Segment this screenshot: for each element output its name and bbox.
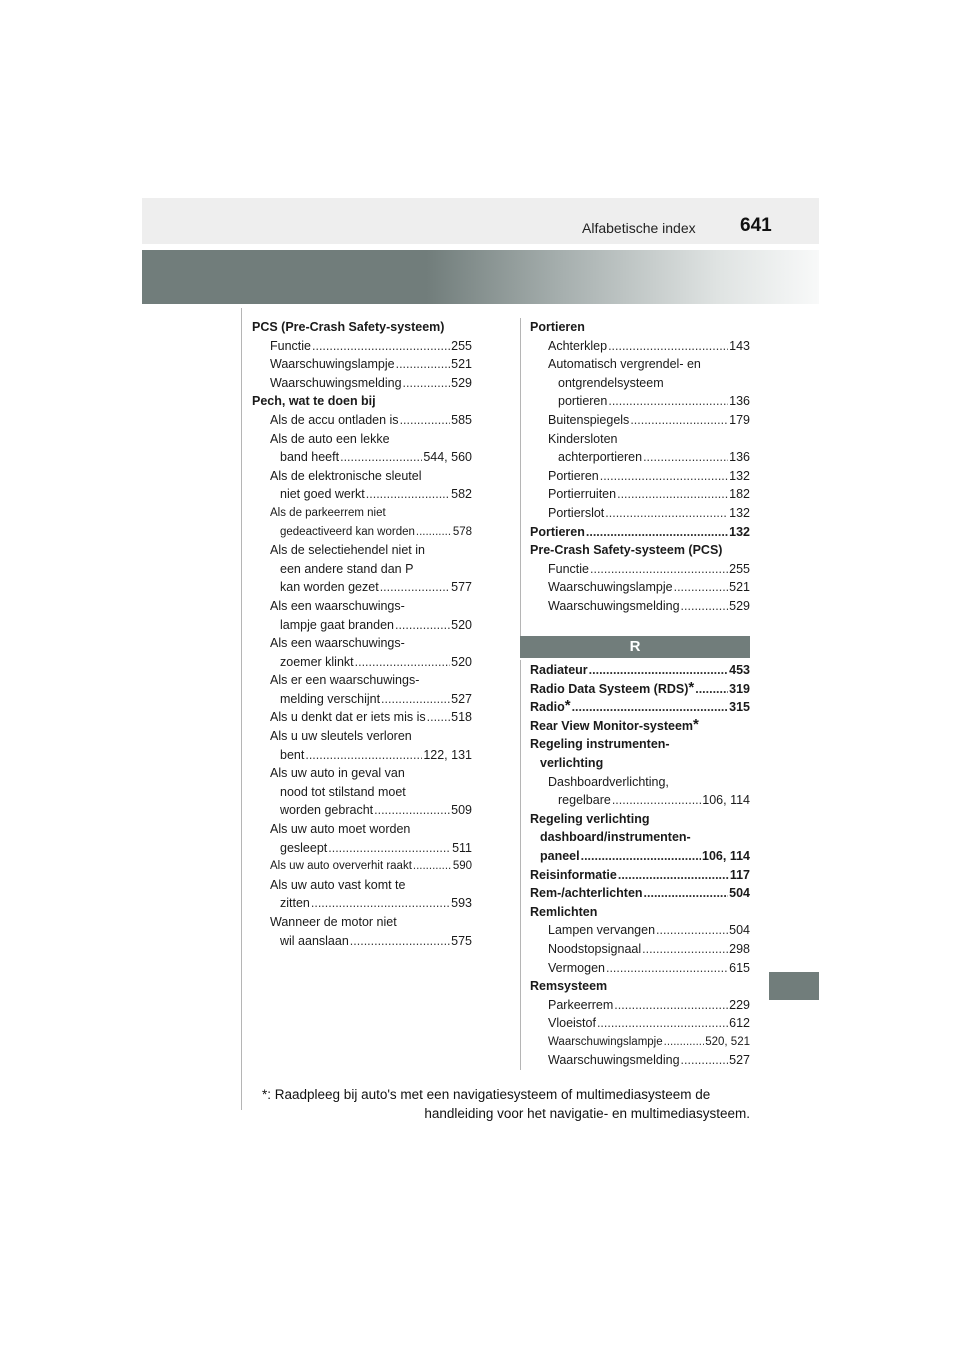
index-entry-page: 143 [729, 338, 750, 353]
index-entry-label: Buitenspiegels [548, 412, 630, 427]
index-entry-label: Achterklep [548, 338, 608, 353]
index-entry-label: Waarschuwingsmelding [548, 598, 680, 613]
index-entry-label: Radiateur [530, 663, 588, 677]
column-divider-left [241, 308, 242, 1110]
index-entry-label: gesleept [280, 840, 328, 855]
index-entry-label: verlichting [540, 755, 604, 770]
index-entry: Radio Data Systeem (RDS) * ..... 319 [530, 680, 750, 699]
index-entry-page: 106, 114 [702, 848, 750, 863]
leader-dots [614, 996, 728, 1015]
leader-dots [618, 866, 729, 885]
index-entry-label: Als een waarschuwings- [270, 636, 405, 651]
index-entry-page: 521 [729, 580, 750, 595]
index-entry [530, 1014, 750, 1033]
index-entry-page: 122, 131 [423, 747, 472, 762]
index-entry [530, 318, 750, 337]
leader-dots [656, 921, 728, 940]
index-entry-label: portieren [558, 394, 608, 409]
index-entry-label: Radio Data Systeem (RDS) [530, 681, 689, 696]
index-entry-label: Portieren [530, 524, 585, 539]
index-entry-page: 575 [451, 933, 472, 948]
index-entry: Radio * ..... 315 [530, 698, 750, 717]
index-entry-label: gedeactiveerd kan worden [280, 525, 415, 538]
header-gradient-bar [142, 250, 819, 304]
index-entry-label: Lampen vervangen [548, 923, 656, 938]
leader-dots [643, 448, 728, 467]
index-entry-label: een andere stand dan P [280, 561, 414, 576]
index-entry-label: Als uw auto vast komt te [270, 877, 406, 892]
index-entry-label: Pre-Crash Safety-systeem (PCS) [530, 543, 723, 558]
index-entry-label: Als de auto een lekke [270, 431, 390, 446]
index-entry [252, 876, 472, 895]
index-entry-label: Remlichten [530, 904, 598, 919]
index-entry-page: 136 [729, 394, 750, 409]
index-entry-page: 529 [729, 598, 750, 613]
index-entry [252, 913, 472, 932]
leader-dots [305, 746, 422, 765]
section-letter-bar: R [520, 636, 750, 658]
index-entry [252, 653, 472, 672]
index-entry-label: paneel [540, 848, 580, 863]
index-entry-label: Waarschuwingsmelding [270, 375, 402, 390]
index-entry-label: Regeling instrumenten- [530, 737, 670, 752]
index-entry-label: Als u denkt dat er iets mis is [270, 710, 426, 725]
leader-dots [606, 959, 728, 978]
index-column-right-top [530, 318, 750, 616]
index-entry-label: kan worden gezet [280, 580, 379, 595]
index-entry [530, 996, 750, 1015]
leader-dots [572, 698, 729, 717]
index-entry [530, 597, 750, 616]
index-entry [252, 708, 472, 727]
index-entry [252, 671, 472, 690]
index-entry-label: Noodstopsignaal [548, 941, 642, 956]
index-entry [530, 847, 750, 866]
index-entry [530, 661, 750, 680]
index-entry-page: 315 [729, 700, 750, 715]
index-entry-label: Portieren [548, 468, 599, 483]
leader-dots [328, 839, 451, 858]
leader-dots [664, 1033, 705, 1052]
index-entry-label: Regeling verlichting [530, 811, 650, 826]
index-entry [252, 727, 472, 746]
leader-dots [340, 448, 422, 467]
index-entry-label: Wanneer de motor niet [270, 915, 397, 929]
index-entry-page: 511 [452, 840, 472, 855]
index-entry-page: 527 [451, 691, 472, 706]
index-entry-label: Als een waarschuwings- [270, 598, 405, 613]
leader-dots [350, 932, 450, 951]
index-entry-label: Waarschuwingsmelding [548, 1053, 680, 1068]
section-title: Alfabetische index [582, 220, 696, 236]
index-entry-label: Als uw auto moet worden [270, 822, 411, 837]
index-entry-label: Vloeistof [548, 1016, 596, 1031]
index-entry-label: Portierslot [548, 505, 605, 520]
index-entry [252, 485, 472, 504]
page-number: 641 [740, 215, 772, 236]
index-entry-page: 255 [729, 561, 750, 576]
leader-dots [581, 847, 701, 866]
leader-dots [366, 485, 450, 504]
index-entry-page: 527 [729, 1053, 750, 1068]
index-entry-label: Als uw auto in geval van [270, 766, 405, 781]
index-entry-page: 132 [729, 468, 750, 483]
index-entry-page: 136 [729, 450, 750, 465]
index-entry-label: Reisinformatie [530, 867, 617, 882]
index-entry-page: 132 [729, 505, 750, 520]
index-entry [252, 801, 472, 820]
index-entry-page: 179 [729, 412, 750, 427]
index-entry-label: Waarschuwingslampje [548, 580, 673, 595]
index-entry-page: 582 [451, 487, 472, 502]
index-entry-page: 504 [729, 923, 750, 938]
index-entry-page: 255 [451, 338, 472, 353]
index-entry-label: Functie [270, 338, 311, 353]
index-entry [530, 485, 750, 504]
footnote-line-1: *: Raadpleeg bij auto's met een navigatiesysteem of multimediasysteem de [262, 1087, 711, 1102]
leader-dots [600, 467, 728, 486]
index-entry [252, 764, 472, 783]
index-entry-page: 577 [451, 580, 472, 595]
index-entry [252, 318, 472, 337]
index-entry [530, 977, 750, 996]
index-entry [530, 355, 750, 374]
index-entry-label: bent [280, 747, 305, 762]
index-entry-label: PCS (Pre-Crash Safety-systeem) [252, 320, 445, 334]
index-entry [252, 392, 472, 411]
index-entry [252, 857, 472, 876]
index-entry [252, 746, 472, 765]
index-entry-label: Dashboardverlichting, [548, 774, 669, 789]
index-entry-label: nood tot stilstand moet [280, 784, 406, 799]
index-entry-page: 529 [451, 375, 472, 390]
index-entry [530, 921, 750, 940]
index-entry-label: Portieren [530, 320, 585, 334]
index-entry-label: Als de selectiehendel niet in [270, 543, 425, 558]
index-entry [252, 467, 472, 486]
index-entry-label: zoemer klinkt [280, 654, 354, 669]
index-entry-label: Remsysteem [530, 979, 608, 994]
index-entry-page: 229 [729, 997, 750, 1012]
index-entry-label: Als de elektronische sleutel [270, 468, 422, 483]
index-entry [252, 578, 472, 597]
index-entry-label: Portierruiten [548, 487, 617, 502]
index-entry [530, 467, 750, 486]
leader-dots [605, 504, 728, 523]
index-entry [530, 866, 750, 885]
index-entry-page: 544, 560 [423, 450, 472, 465]
leader-dots [395, 616, 450, 635]
index-entry-page: 521 [451, 357, 472, 372]
index-entry-label: Als de accu ontladen is [270, 412, 399, 427]
index-entry [530, 959, 750, 978]
index-entry [252, 597, 472, 616]
index-entry-page: 590 [452, 860, 472, 873]
index-entry [530, 754, 750, 773]
index-entry-page: 520 [451, 654, 472, 669]
index-entry-label: Als de parkeerrem niet [270, 506, 386, 519]
leader-dots [413, 857, 452, 876]
index-entry [252, 374, 472, 393]
index-entry-page: 453 [729, 663, 750, 677]
index-entry-page: 106, 114 [702, 793, 750, 808]
index-entry-label: ontgrendelsysteem [558, 375, 664, 390]
index-entry-label: Radio [530, 700, 565, 715]
index-entry [252, 783, 472, 802]
leader-dots [400, 411, 451, 430]
leader-dots [617, 485, 728, 504]
index-entry [252, 634, 472, 653]
column-divider-middle [520, 318, 521, 636]
leader-dots [590, 560, 728, 579]
column-divider-middle-lower [520, 660, 521, 1070]
index-entry-label: worden gebracht [280, 803, 374, 818]
leader-dots [374, 801, 450, 820]
index-entry-label: Waarschuwingslampje [270, 357, 395, 372]
index-entry [252, 541, 472, 560]
index-entry-page: 298 [729, 941, 750, 956]
index-entry-page: 593 [451, 896, 472, 911]
index-entry [252, 839, 472, 858]
index-entry [252, 523, 472, 542]
leader-dots [312, 337, 450, 356]
header-band [142, 198, 819, 244]
index-entry [530, 735, 750, 754]
index-entry [530, 541, 750, 560]
footnote [262, 1085, 750, 1123]
index-entry-label: Pech, wat te doen bij [252, 394, 376, 409]
index-entry-label: dashboard/instrumenten- [540, 830, 691, 845]
index-entry-page: 520, 521 [705, 1035, 750, 1048]
index-entry-label: niet goed werkt [280, 487, 365, 502]
index-entry [530, 337, 750, 356]
index-entry [530, 430, 750, 449]
index-column-left [252, 318, 472, 950]
index-entry [252, 560, 472, 579]
index-entry-label: Waarschuwingslampje [548, 1035, 663, 1048]
index-entry-page: 578 [452, 525, 472, 538]
leader-dots [612, 791, 701, 810]
leader-dots [396, 355, 451, 374]
index-entry-label: band heeft [280, 450, 340, 465]
index-entry-label: Als uw auto oververhit raakt [270, 860, 412, 873]
index-entry-page: 585 [451, 412, 472, 427]
leader-dots [630, 411, 728, 430]
index-entry-page: 504 [729, 886, 750, 901]
index-entry [252, 820, 472, 839]
index-entry-page: 319 [729, 681, 750, 696]
index-entry [252, 337, 472, 356]
index-entry-label: Als er een waarschuwings- [270, 673, 420, 688]
index-entry [530, 523, 750, 542]
leader-dots [608, 337, 728, 356]
index-entry [530, 1033, 750, 1052]
thumb-index-tab [769, 972, 819, 1000]
index-entry [252, 504, 472, 523]
index-entry-page: 520 [451, 617, 472, 632]
footnote-line-2: handleiding voor het navigatie- en multimediasysteem. [424, 1106, 750, 1121]
index-entry [530, 392, 750, 411]
leader-dots [642, 940, 728, 959]
index-entry [530, 940, 750, 959]
index-entry [530, 791, 750, 810]
index-entry-label: Functie [548, 561, 589, 576]
index-entry [252, 932, 472, 951]
leader-dots [380, 578, 450, 597]
index-column-right-bottom [530, 661, 750, 1070]
index-entry-label: Rear View Monitor-systeem [530, 718, 694, 733]
index-entry-label: lampje gaat branden [280, 617, 394, 632]
leader-dots [427, 708, 451, 727]
leader-dots [608, 392, 728, 411]
index-entry-page: 182 [729, 487, 750, 502]
index-entry [252, 411, 472, 430]
index-entry [252, 355, 472, 374]
index-entry-label: Rem-/achterlichten [530, 886, 643, 901]
leader-dots [681, 597, 729, 616]
index-entry [252, 690, 472, 709]
index-entry [252, 616, 472, 635]
index-entry [530, 578, 750, 597]
index-entry [252, 894, 472, 913]
leader-dots [311, 894, 450, 913]
leader-dots [416, 523, 452, 542]
index-entry [530, 773, 750, 792]
index-entry [530, 411, 750, 430]
leader-dots [381, 690, 450, 709]
leader-dots [403, 374, 451, 393]
index-entry [530, 1051, 750, 1070]
index-entry-label: achterportieren [558, 450, 643, 465]
leader-dots [681, 1051, 729, 1070]
index-entry [530, 810, 750, 829]
index-entry [252, 430, 472, 449]
leader-dots [586, 523, 728, 542]
leader-dots [597, 1014, 728, 1033]
index-entry [530, 504, 750, 523]
leader-dots [589, 661, 728, 680]
index-entry-label: Kindersloten [548, 431, 618, 446]
leader-dots [644, 884, 729, 903]
index-entry-page: 117 [729, 867, 750, 882]
index-entry-page: 615 [729, 960, 750, 975]
index-entry [530, 374, 750, 393]
index-entry-label: Als u uw sleutels verloren [270, 729, 412, 744]
index-entry [530, 903, 750, 922]
index-entry [530, 884, 750, 903]
leader-dots [695, 680, 728, 699]
index-entry [252, 448, 472, 467]
index-entry [530, 448, 750, 467]
leader-dots [355, 653, 451, 672]
index-entry [530, 828, 750, 847]
index-entry-label: zitten [280, 896, 310, 911]
index-entry [530, 560, 750, 579]
leader-dots [674, 578, 729, 597]
index-entry-label: Automatisch vergrendel- en [548, 357, 701, 372]
index-entry: Rear View Monitor-systeem * [530, 717, 750, 736]
index-entry-page: 518 [451, 710, 472, 725]
index-entry-page: 612 [729, 1016, 750, 1031]
index-entry-label: Parkeerrem [548, 997, 614, 1012]
index-entry-page: 509 [451, 803, 472, 818]
index-entry-label: wil aanslaan [280, 933, 349, 948]
index-entry-label: Vermogen [548, 960, 605, 975]
index-entry-page: 132 [729, 524, 750, 539]
index-entry-label: regelbare [558, 793, 611, 808]
index-entry-label: melding verschijnt [280, 691, 381, 706]
